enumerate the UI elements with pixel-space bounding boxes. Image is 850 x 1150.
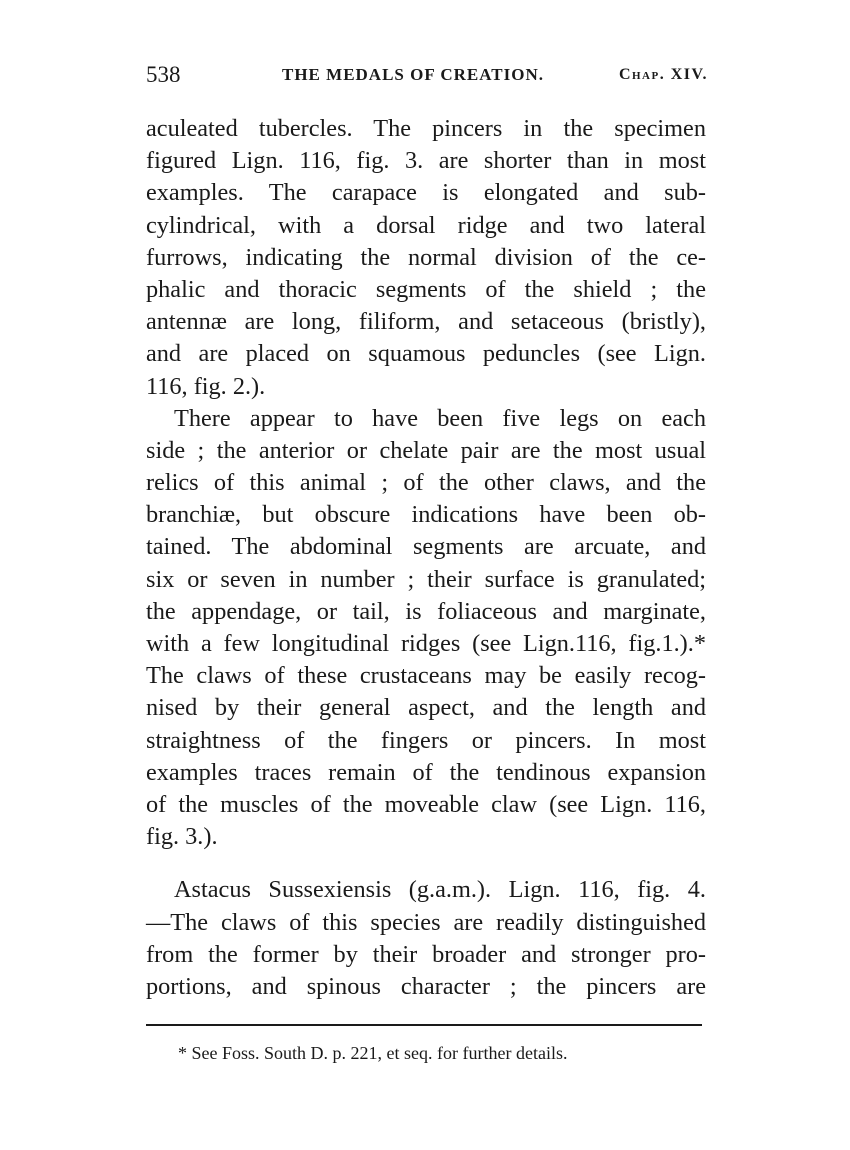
page-number: 538	[146, 62, 181, 87]
text-line: figured Lign. 116, fig. 3. are shorter than in most	[146, 147, 706, 175]
text-line: —The claws of this species are readily distinguished	[146, 908, 706, 936]
running-head	[146, 62, 708, 92]
text-line: Astacus Sussexiensis (g.a.m.). Lign. 116, fig. 4.	[174, 876, 706, 904]
text-line: tained. The abdominal segments are arcuate, and	[146, 533, 706, 561]
text-line: side ; the anterior or chelate pair are the most usual	[146, 436, 706, 464]
text-line: portions, and spinous character ; the pincers are	[146, 972, 706, 1000]
body-text	[146, 113, 706, 1003]
text-line: aculeated tubercles. The pincers in the specimen	[146, 115, 706, 142]
running-title: THE MEDALS OF CREATION.	[282, 65, 544, 84]
text-line: There appear to have been five legs on each	[174, 404, 706, 432]
text-line: branchiæ, but obscure indications have been ob-	[146, 501, 706, 529]
paragraph-1	[146, 113, 706, 403]
text-line: the appendage, or tail, is foliaceous and marginate,	[146, 597, 706, 625]
paragraph-2	[146, 403, 706, 854]
paragraph-3	[146, 874, 706, 1003]
text-line: and are placed on squamous peduncles (see Lign.	[146, 340, 706, 368]
text-line: The claws of these crustaceans may be easily recog-	[146, 662, 706, 690]
text-line: furrows, indicating the normal division of the ce-	[146, 243, 706, 271]
text-line: examples. The carapace is elongated and sub-	[146, 179, 706, 207]
footnote: * See Foss. South D. p. 221, et seq. for further details.	[178, 1043, 568, 1063]
text-line: relics of this animal ; of the other claws, and the	[146, 469, 706, 497]
chapter-label: Chap. XIV.	[618, 66, 708, 83]
text-line: straightness of the fingers or pincers. In most	[146, 726, 706, 754]
text-line: nised by their general aspect, and the length and	[146, 694, 706, 722]
text-line: from the former by their broader and stronger pro-	[146, 940, 706, 968]
text-line: antennæ are long, filiform, and setaceous (bristly),	[146, 308, 706, 336]
text-line: 116, fig. 2.).	[146, 372, 266, 400]
text-line: examples traces remain of the tendinous expansion	[146, 758, 706, 786]
footnote-rule	[146, 1024, 702, 1026]
text-line: six or seven in number ; their surface is granulated;	[146, 565, 706, 593]
text-line: of the muscles of the moveable claw (see Lign. 116,	[146, 790, 706, 818]
text-line: with a few longitudinal ridges (see Lign.116, fig.1.).*	[146, 630, 706, 657]
text-line: fig. 3.).	[146, 823, 218, 851]
text-line: phalic and thoracic segments of the shield ; the	[146, 275, 706, 303]
text-line: cylindrical, with a dorsal ridge and two lateral	[146, 211, 706, 239]
